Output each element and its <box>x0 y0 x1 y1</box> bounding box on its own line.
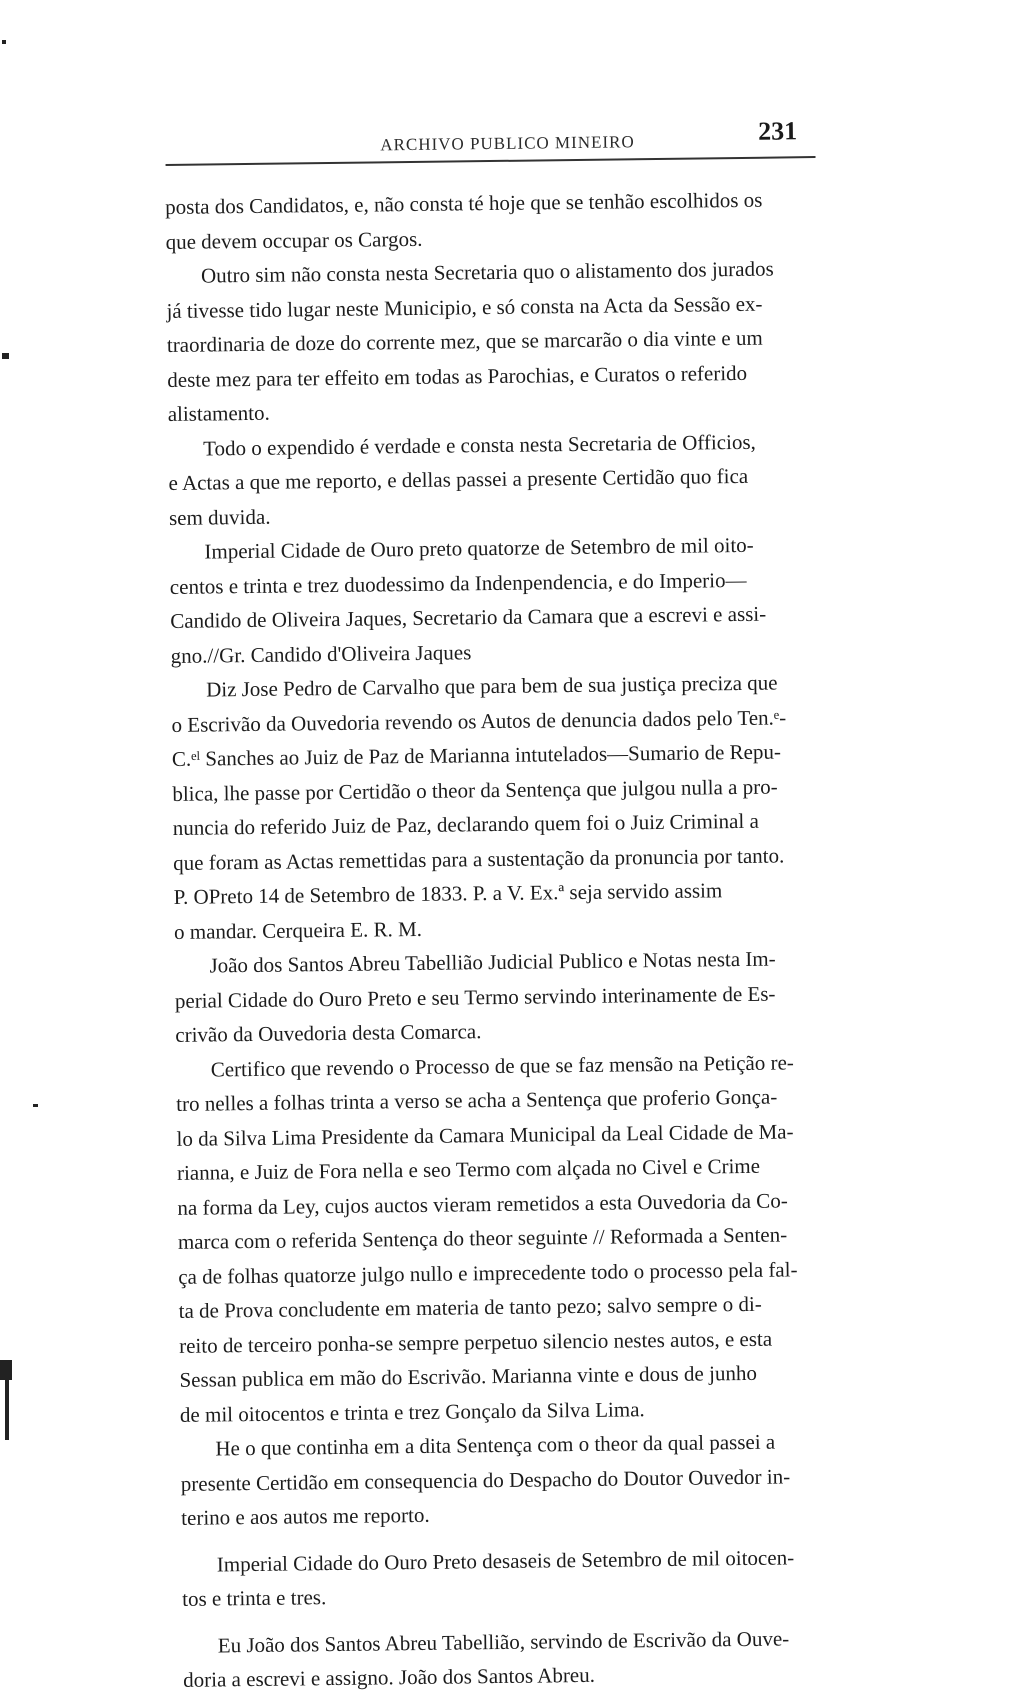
paragraph-8: He o que continha em a dita Sentença com o theor da qual passei a presente Certidão em consequencia do Despacho do Doutor Ouvedor in- terino e aos autos me reporto. <box>180 1429 791 1530</box>
paragraph-2: Outro sim não consta nesta Secretaria quo o alistamento dos jurados já tivesse tido lugar neste Municipio, e só consta na Acta da Sessão ex- traordinaria de doze do corrente mez, que se marcarão o dia vinte e um deste mez para ter effeito em todas as Parochias, e Curatos o referido alistamento. <box>166 256 774 426</box>
page-header <box>165 112 816 176</box>
scan-speck <box>0 1360 12 1380</box>
page-number: 231 <box>758 116 798 146</box>
scan-speck <box>5 1380 9 1440</box>
running-head: ARCHIVO PUBLICO MINEIRO <box>380 132 635 155</box>
scan-speck <box>2 353 9 359</box>
paragraph-5: Diz Jose Pedro de Carvalho que para bem de sua justiça preciza que o Escrivão da Ouvedoria revendo os Autos de denuncia dados pelo Ten.ᵉ- C.ᵉˡ Sanches ao Juiz de Paz de Marianna intutelados—Sumario de Repu- blica, lhe passe por Certidão o theor da Sentença que julgou nulla a pro- nuncia do referido Juiz de Paz, declarando quem foi o Juiz Criminal a que foram as Actas remettidas para a sustentação da pronuncia por tanto. P. OPreto 14 de Setembro de 1833. P. a V. Ex.ª seja servido assim o mandar. Cerqueira E. R. M. <box>171 670 787 944</box>
paragraph-3: Todo o expendido é verdade e consta nesta Secretaria de Officios, e Actas a que me reporto, e dellas passei a presente Certidão quo fica sem duvida. <box>168 429 756 530</box>
paragraph-7: Certifico que revendo o Processo de que se faz mensão na Petição re- tro nelles a folhas trinta a verso se acha a Sentença que proferio Gonça- lo da Silva Lima Presidente da Camara Municipal da Leal Cidade de Ma- rianna, e Juiz de Fora nella e seo Termo com alçada no Civel e Crime na forma da Ley, cujos auctos vieram remetidos a esta Ouvedoria da Co- marca com o referida Sentença do theor seguinte // Reformada a Senten- ça de folhas quatorze julgo nullo e imprecedente todo o processo pela fal- ta de Prova concludente em materia de tanto pezo; salvo sempre o di- reito de terceiro ponha-se sempre perpetuo silencio nestes autos, e esta Sessan publica em mão do Escrivão. Marianna vinte e dous de junho de mil oitocentos e trinta e trez Gonçalo da Silva Lima. <box>176 1049 798 1427</box>
paragraph-6: João dos Santos Abreu Tabellião Judicial Publico e Notas nesta Im- perial Cidade do Ouro Preto e seu Termo servindo interinamente de Es- crivão da Ouvedoria desta Comarca. <box>174 946 776 1047</box>
body-text <box>165 182 848 1697</box>
scan-speck <box>33 1104 38 1107</box>
paragraph-4: Imperial Cidade de Ouro preto quatorze de Setembro de mil oito- centos e trinta e trez duodessimo da Indenpendencia, e do Imperio— Candido de Oliveira Jaques, Secretario da Camara que a escrevi e assi- gno.//Gr. Candido d'Oliveira Jaques <box>169 532 767 668</box>
paragraph-10: Eu João dos Santos Abreu Tabellião, servindo de Escrivão da Ouve- doria a escrevi e assigno. João dos Santos Abreu. <box>183 1625 790 1692</box>
paragraph-1: posta dos Candidatos, e, não consta té hoje que se tenhão escolhidos os que devem occupar os Cargos. <box>165 187 763 254</box>
scan-speck <box>2 40 6 44</box>
paragraph-9: Imperial Cidade do Ouro Preto desaseis de Setembro de mil oitocen- tos e trinta e tres. <box>182 1544 795 1611</box>
header-rule <box>166 156 816 166</box>
